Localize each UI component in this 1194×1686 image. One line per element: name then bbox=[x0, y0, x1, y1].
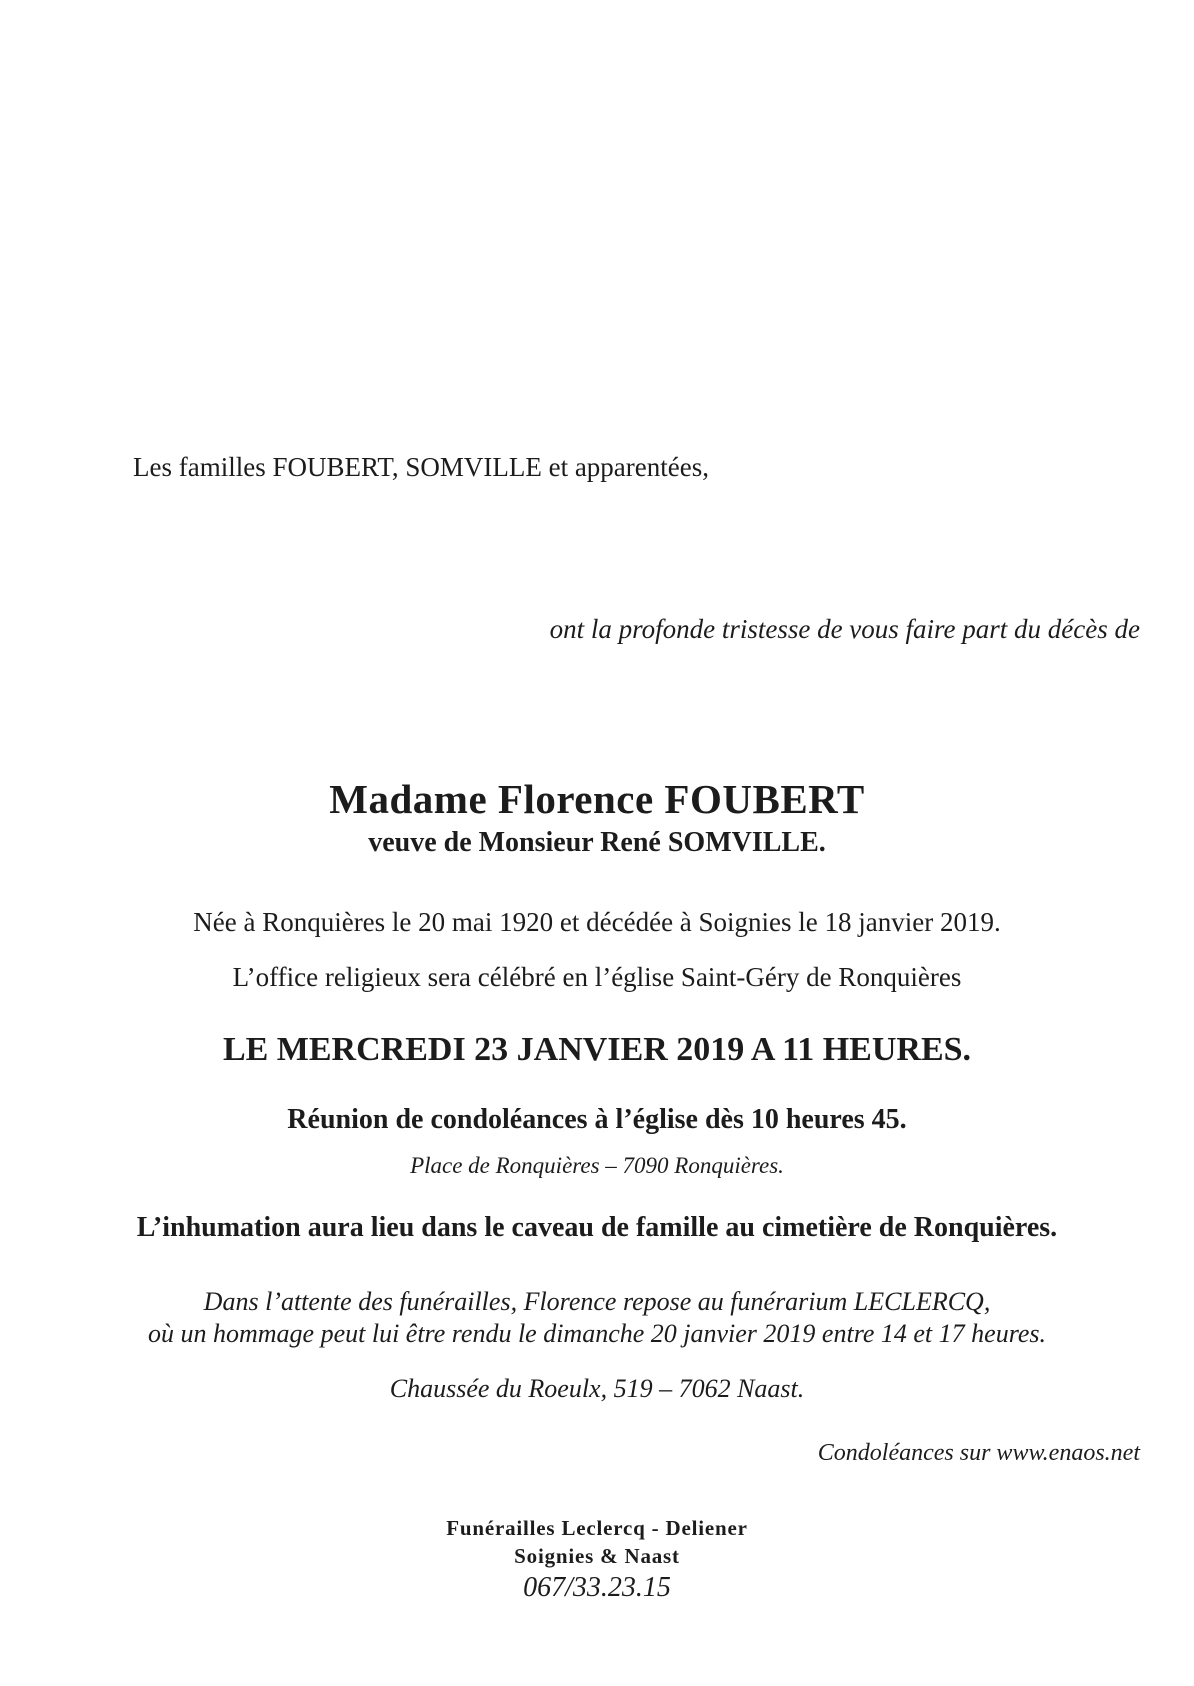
church-address: Place de Ronquières – 7090 Ronquières. bbox=[410, 1153, 784, 1178]
online-condolences-line: Condoléances sur www.enaos.net bbox=[817, 1440, 1140, 1466]
condolences-meeting-line: Réunion de condoléances à l’église dès 10 heures 45. bbox=[287, 1104, 907, 1135]
repose-line-2: où un hommage peut lui être rendu le dimanche 20 janvier 2019 entre 14 et 17 heures. bbox=[147, 1319, 1046, 1348]
religious-service-line: L’office religieux sera célébré en l’église Saint-Géry de Ronquières bbox=[232, 962, 962, 992]
service-datetime: LE MERCREDI 23 JANVIER 2019 A 11 HEURES. bbox=[222, 1031, 972, 1068]
funeral-home-name: Funérailles Leclercq - Deliener bbox=[446, 1516, 748, 1540]
widow-line: veuve de Monsieur René SOMVILLE. bbox=[368, 827, 826, 858]
burial-line: L’inhumation aura lieu dans le caveau de famille au cimetière de Ronquières. bbox=[136, 1212, 1058, 1243]
funeral-home-location: Soignies & Naast bbox=[514, 1544, 680, 1568]
deceased-name: Madame Florence FOUBERT bbox=[329, 776, 865, 822]
repose-line-1: Dans l’attente des funérailles, Florence repose au funérarium LECLERCQ, bbox=[203, 1287, 991, 1316]
families-opening-line: Les familles FOUBERT, SOMVILLE et apparentées, bbox=[133, 452, 709, 482]
birth-death-line: Née à Ronquières le 20 mai 1920 et décédée à Soignies le 18 janvier 2019. bbox=[193, 907, 1001, 937]
funerarium-address: Chaussée du Roeulx, 519 – 7062 Naast. bbox=[389, 1374, 805, 1403]
funeral-home-phone: 067/33.23.15 bbox=[523, 1572, 671, 1603]
announcement-intro-line: ont la profonde tristesse de vous faire part du décès de bbox=[549, 614, 1140, 644]
